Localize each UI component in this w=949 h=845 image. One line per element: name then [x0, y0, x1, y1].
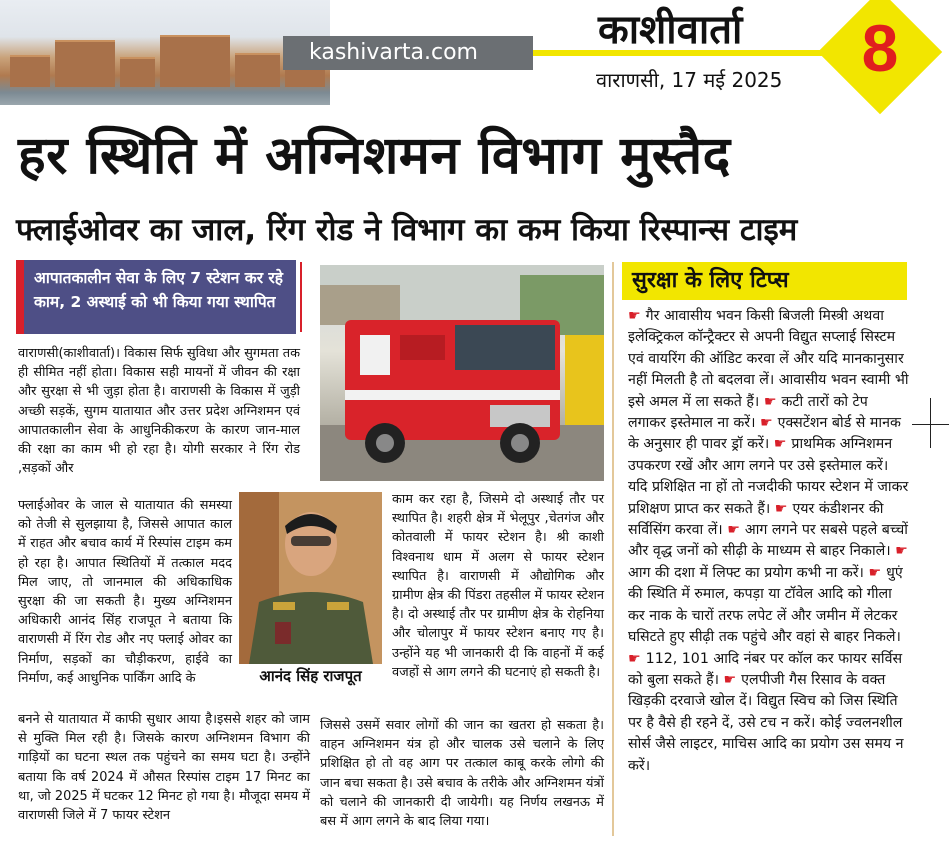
dateline: वाराणसी, 17 मई 2025 [596, 68, 783, 92]
fire-truck-photo [320, 265, 604, 481]
pointing-hand-icon: ☛ [760, 415, 778, 432]
article-paragraph: फ्लाईओवर के जाल से यातायात की समस्या को तेजी से सुलझाया है, जिससे आपात काल में राहत और बचाव कार्य में रिस्पांस टाइम कम हो रहा है। आपात स्थितियों में तत्काल मदद मिल जाए, तो जानमाल की अधिकाधिक सुरक्षा की जा सकती है। मुख्य अग्निशमन अधिकारी आनंद सिंह राजपूत ने बताया कि वाराणसी में रिंग रोड और नए फ्लाई ओवर का निर्माण, सड़कों का चौड़ीकरण, हाईवे का निर्माण, कई आधुनिक पार्किंग आदि के [18, 498, 232, 686]
photo-caption: आनंद सिंह राजपूत [259, 667, 362, 685]
newspaper-name: काशीवार्ता [598, 6, 743, 53]
article-paragraph: काम कर रहा है, जिसमे दो अस्थाई तौर पर स्थापित है। शहरी क्षेत्र में भेलूपुर ,चेतगंज और कोतवाली में फायर स्टेशन है। श्री काशी विश्वनाथ धाम में अलग से फायर स्टेशन स्थापित है। वाराणसी में औद्योगिक और ग्रामीण क्षेत्र की पिंडरा तहसील में फायर स्टेशन है। दो अस्थाई तौर पर ग्रामीण क्षेत्र के रोहनिया और चोलापुर में फायर स्टेशन बनाए गए है। उन्होंने यह भी जानकारी दी कि वाहनों में कई वजहों से आग लगने की घटनाएं हो सकती है। [392, 492, 604, 680]
kicker-divider [300, 262, 302, 332]
pointing-hand-icon: ☛ [868, 564, 887, 581]
pointing-hand-icon: ☛ [628, 650, 646, 667]
tip-item: ☛ 112, 101 आदि नंबर पर कॉल कर फायर सर्विस को बुला सकते हैं। [628, 650, 903, 688]
safety-tips-list [628, 306, 910, 777]
crosshair-mark [930, 398, 931, 448]
page-number: 8 [861, 11, 899, 85]
officer-portrait-photo [239, 492, 382, 664]
officer-illustration [239, 492, 382, 664]
tip-item: ☛ प्राथमिक अग्निशमन उपकरण रखें और आग लगने पर उसे इस्तेमाल करें। यदि प्रशिक्षित ना हों तो नजदीकी फायर स्टेशन में जाकर प्रशिक्षण प्राप्त कर सकते हैं। [628, 436, 909, 517]
tip-item: ☛ आग लगने पर सबसे पहले बच्चों और वृद्ध जनों को सीढ़ी के माध्यम से बाहर निकाले। [628, 522, 908, 560]
tip-item: ☛ गैर आवासीय भवन किसी बिजली मिस्त्री अथवा इलेक्ट्रिकल कॉन्ट्रैक्टर से अपनी विद्युत सप्लाई सिस्टम एवं वायरिंग की ऑडिट करवा लें और यदि मानकानुसार नहीं मिलती है तो बदलवा लें। आवासीय भवन स्वामी भी इसे अमल में ला सकते हैं। [628, 308, 909, 410]
tip-item: ☛ एलपीजी गैस रिसाव के वक्त खिड़की दरवाजे खोल दें। विद्युत स्विच को जिस स्थिति पर है वैसे ही रहने दें, उसे टच न करें। कोई ज्वलनशील सोर्स जैसे लाइटर, माचिस आदि का प्रयोग उस समय न करें। [628, 671, 904, 774]
tip-item: ☛ एक्सटेंशन बोर्ड से मानक के अनुसार ही पावर ड्रॉ करें। [628, 415, 901, 453]
tip-item: ☛ आग की दशा में लिफ्ट का प्रयोग कभी ना करें। [628, 543, 908, 581]
fire-truck-illustration [320, 265, 604, 481]
article-paragraph: बनने से यातायात में काफी सुधार आया है।इससे शहर को जाम से मुक्ति मिल रही है। जिसके कारण अग्निशमन विभाग की गाड़ियों का घटना स्थल तक पहुंचने का समय घटा है। उन्होंने बताया कि वर्ष 2024 में औसत रिस्पांस टाइम 17 मिनट का था, जो 2025 में घटकर 12 मिनट हो गया है। मौजूदा समय में वाराणसी जिले में 7 फायर स्टेशन [18, 712, 310, 824]
pointing-hand-icon: ☛ [628, 308, 646, 324]
masthead [0, 0, 949, 110]
article-column-2-bottom [320, 716, 604, 831]
article-paragraph: जिससे उसमें सवार लोगों की जान का खतरा हो सकता है। वाहन अग्निशमन यंत्र हो और चालक उसे चलाने के लिए प्रशिक्षित हो तो वह आग पर तत्काल काबू करके लोगो की जान बचा सकता है। उसे बचाव के तरीके और अग्निशमन यंत्रों को चलाने की जानकारी दी जायेगी। यह निर्णय लखनऊ में बस में आग लगने के बाद लिया गया। [320, 718, 604, 830]
tip-item: ☛ धुएं की स्थिति में रुमाल, कपड़ा या टॉवेल आदि को गीला कर नाक के चारों तरफ लपेट लें और जमीन में लेटकर घसिटते हुए सीढ़ी तक पहुंचे और वहां से बाहर निकले। [628, 564, 903, 646]
article-paragraph: वाराणसी(काशीवार्ता)। विकास सिर्फ सुविधा और सुगमता तक ही सीमित नहीं होता। विकास सही मायनों में जीवन की रक्षा और सुरक्षा से भी जुड़ा होता है। वाराणसी के विकास में जुड़ी अच्छी सड़कें, सुगम यातायात और उत्तर प्रदेश अग्निशमन एवं आपातकालीन सेवा के आधुनिकीकरण के कारण जान-माल की रक्षा का काम भी हो रहा है। योगी सरकार ने रिंग रोड ,सड़कों और [18, 346, 300, 477]
headline: हर स्थिति में अग्निशमन विभाग मुस्तैद [18, 125, 731, 186]
kicker-box: आपातकालीन सेवा के लिए 7 स्टेशन कर रहे काम, 2 अस्थाई को भी किया गया स्थापित [16, 260, 296, 334]
article-column-1-top [18, 344, 300, 478]
article-column-1-bottom [18, 710, 310, 825]
tip-item: ☛ एयर कंडीशनर की सर्विसिंग करवा लें। [628, 500, 884, 539]
pointing-hand-icon: ☛ [895, 543, 908, 560]
article-column-2-top [392, 490, 604, 682]
pointing-hand-icon: ☛ [774, 500, 793, 517]
pointing-hand-icon: ☛ [727, 522, 745, 539]
article-column-1-middle [18, 496, 232, 688]
subheadline: फ्लाईओवर का जाल, रिंग रोड ने विभाग का कम किया रिस्पान्स टाइम [16, 212, 798, 248]
sidebar-title: सुरक्षा के लिए टिप्स [622, 262, 907, 300]
pointing-hand-icon: ☛ [763, 393, 782, 410]
pointing-hand-icon: ☛ [773, 436, 792, 453]
sidebar-divider [612, 262, 614, 836]
pointing-hand-icon: ☛ [723, 671, 742, 688]
varanasi-ghats-banner-image [0, 0, 330, 105]
page-number-badge [826, 0, 936, 108]
tip-item: ☛ कटी तारों को टेप लगाकर इस्तेमाल ना करें। [628, 393, 868, 432]
website-url: kashivarta.com [283, 36, 533, 70]
crosshair-mark-horizontal [912, 424, 949, 425]
